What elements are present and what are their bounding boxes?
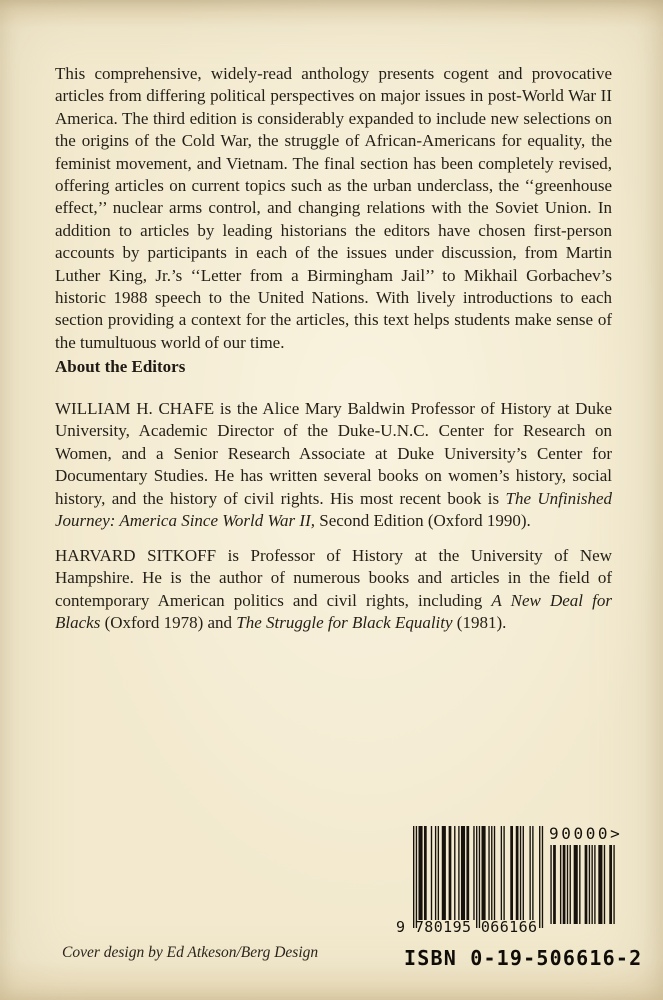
synopsis-paragraph: This comprehensive, widely-read anthology presents cogent and provocative articles from differing political perspectives on major issues in post-World War II America. The third edition is considerably expanded to include new selections on the origins of the Cold War, the struggle of African-Americans for equality, the feminist movement, and Vietnam. The final section has been completely revised, offering articles on current topics such as the urban underclass, the ‘‘greenhouse effect,’’ nuclear arms control, and changing relations with the Soviet Union. In addition to articles by leading historians the editors have chosen first-person accounts by participants in each of the issues under discussion, from Martin Luther King, Jr.’s ‘‘Letter from a Birmingham Jail’’ to Mikhail Gorbachev’s historic 1988 speech to the United Nations. With lively introductions to each section providing a context for the articles, this text helps students make sense of the tumultuous world of our time. [55, 64, 612, 352]
addon-price-label: 90000> [549, 824, 623, 843]
addon-barcode [549, 845, 616, 924]
cover-design-credit: Cover design by Ed Atkeson/Berg Design [62, 944, 319, 961]
sitkoff-bio-paragraph: HARVARD SITKOFF is Professor of History at the University of New Hampshire. He is the author of numerous books and articles in the field of contemporary American politics and civil rights, including A New Deal for Blacks (Oxford 1978) and The Struggle for Black Equality (1981). [55, 546, 613, 633]
chafe-bio-paragraph: WILLIAM H. CHAFE is the Alice Mary Baldwin Professor of History at Duke University, Academic Director of the Duke-U.N.C. Center for Research on Women, and a Senior Research Associate at Duke University’s Center for Documentary Studies. He has written several books on women’s history, social history, and the history of civil rights. His most recent book is The Unfinished Journey: America Since World War II, Second Edition (Oxford 1990). [55, 399, 612, 531]
ean13-barcode [413, 826, 545, 928]
barcode-area [396, 824, 652, 1000]
about-editors-heading: About the Editors [55, 357, 186, 376]
ean13-digits: 9 780195 066166 [396, 918, 538, 936]
isbn-label: ISBN 0-19-506616-2 [404, 946, 643, 970]
